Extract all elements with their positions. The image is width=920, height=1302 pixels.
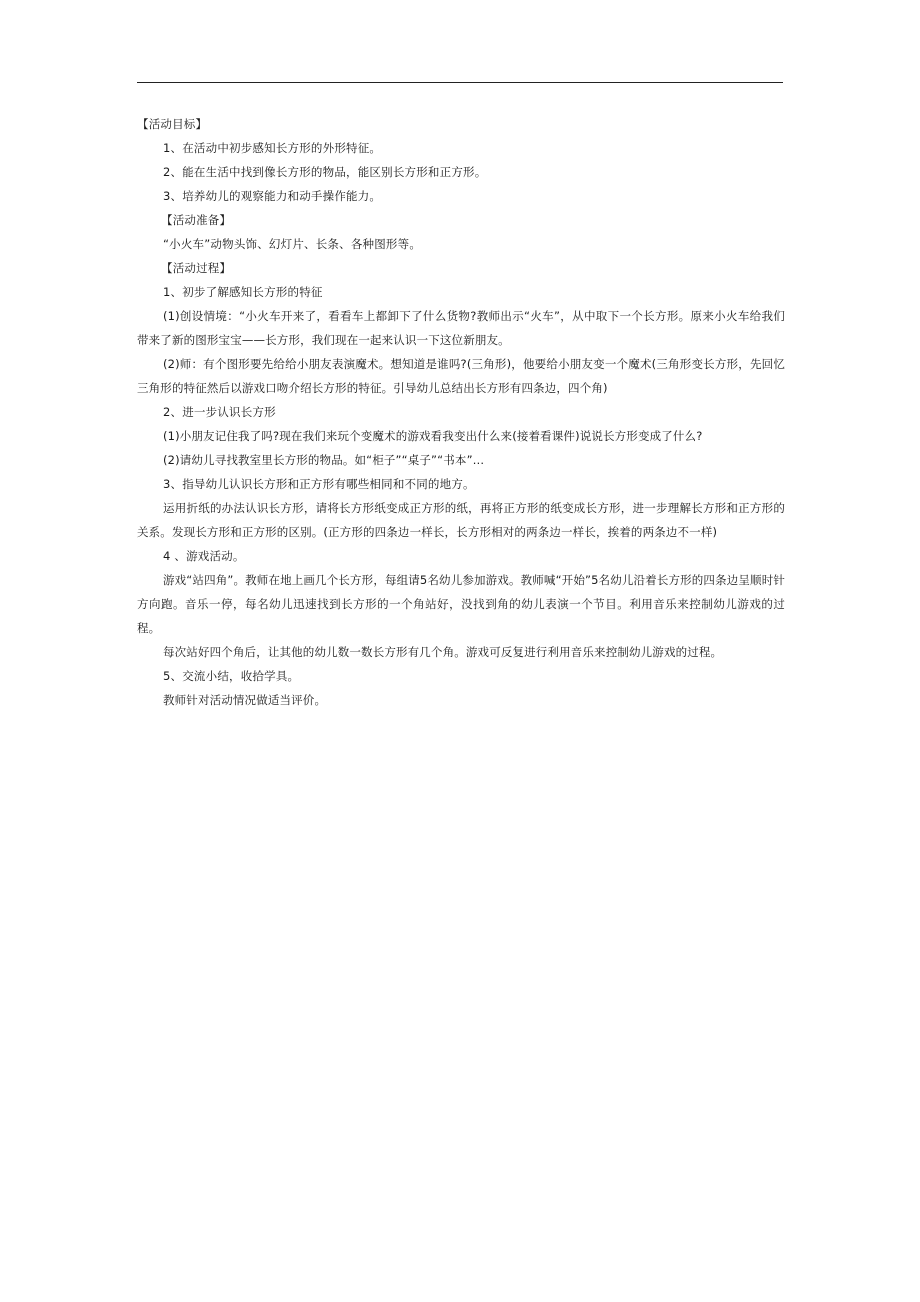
section-heading-goals: 【活动目标】: [137, 117, 208, 131]
header-rule: [137, 82, 783, 83]
document-body: [137, 112, 785, 712]
step-5-title: 5、交流小结，收拾学具。: [163, 669, 300, 683]
step-1-title: 1、初步了解感知长方形的特征: [163, 285, 323, 299]
step-3-title: 3、指导幼儿认识长方形和正方形有哪些相同和不同的地方。: [163, 477, 475, 491]
step-2-title: 2、进一步认识长方形: [163, 405, 276, 419]
step-4-paragraph-1: 游戏“站四角”。教师在地上画几个长方形，每组请5名幼儿参加游戏。教师喊“开始”5名幼儿沿着长方形的四条边呈顺时针方向跑。音乐一停，每名幼儿迅速找到长方形的一个角站好，没找到角的幼儿表演一个节目。利用音乐来控制幼儿游戏的过程。: [137, 573, 785, 635]
section-heading-process: 【活动过程】: [161, 261, 232, 275]
step-1-paragraph-2: (2)师：有个图形要先给给小朋友表演魔术。想知道是谁吗?(三角形)，他要给小朋友变一个魔术(三角形变长方形，先回忆三角形的特征然后以游戏口吻介绍长方形的特征。引导幼儿总结出长方形有四条边，四个角): [137, 357, 785, 395]
step-4-title: 4 、游戏活动。: [163, 549, 245, 563]
goal-item-2: 2、能在生活中找到像长方形的物品，能区别长方形和正方形。: [163, 165, 487, 179]
step-2-paragraph-1: (1)小朋友记住我了吗?现在我们来玩个变魔术的游戏看我变出什么来(接着看课件)说说长方形变成了什么?: [163, 429, 703, 443]
step-4-paragraph-2: 每次站好四个角后，让其他的幼儿数一数长方形有几个角。游戏可反复进行利用音乐来控制幼儿游戏的过程。: [163, 645, 723, 659]
step-2-paragraph-2: (2)请幼儿寻找教室里长方形的物品。如“柜子”“桌子”“书本”…: [163, 453, 485, 467]
step-3-paragraph-1: 运用折纸的办法认识长方形，请将长方形纸变成正方形的纸，再将正方形的纸变成长方形，进一步理解长方形和正方形的关系。发现长方形和正方形的区别。(正方形的四条边一样长，长方形相对的两条边一样长，挨着的两条边不一样): [137, 501, 785, 539]
goal-item-1: 1、在活动中初步感知长方形的外形特征。: [163, 141, 382, 155]
goal-item-3: 3、培养幼儿的观察能力和动手操作能力。: [163, 189, 382, 203]
step-5-paragraph-1: 教师针对活动情况做适当评价。: [163, 693, 327, 707]
section-heading-preparation: 【活动准备】: [161, 213, 232, 227]
step-1-paragraph-1: (1)创设情境：“小火车开来了，看看车上都卸下了什么货物?教师出示“火车”，从中取下一个长方形。原来小火车给我们带来了新的图形宝宝——长方形，我们现在一起来认识一下这位新朋友。: [137, 309, 785, 347]
preparation-text: “小火车”动物头饰、幻灯片、长条、各种图形等。: [163, 237, 422, 251]
